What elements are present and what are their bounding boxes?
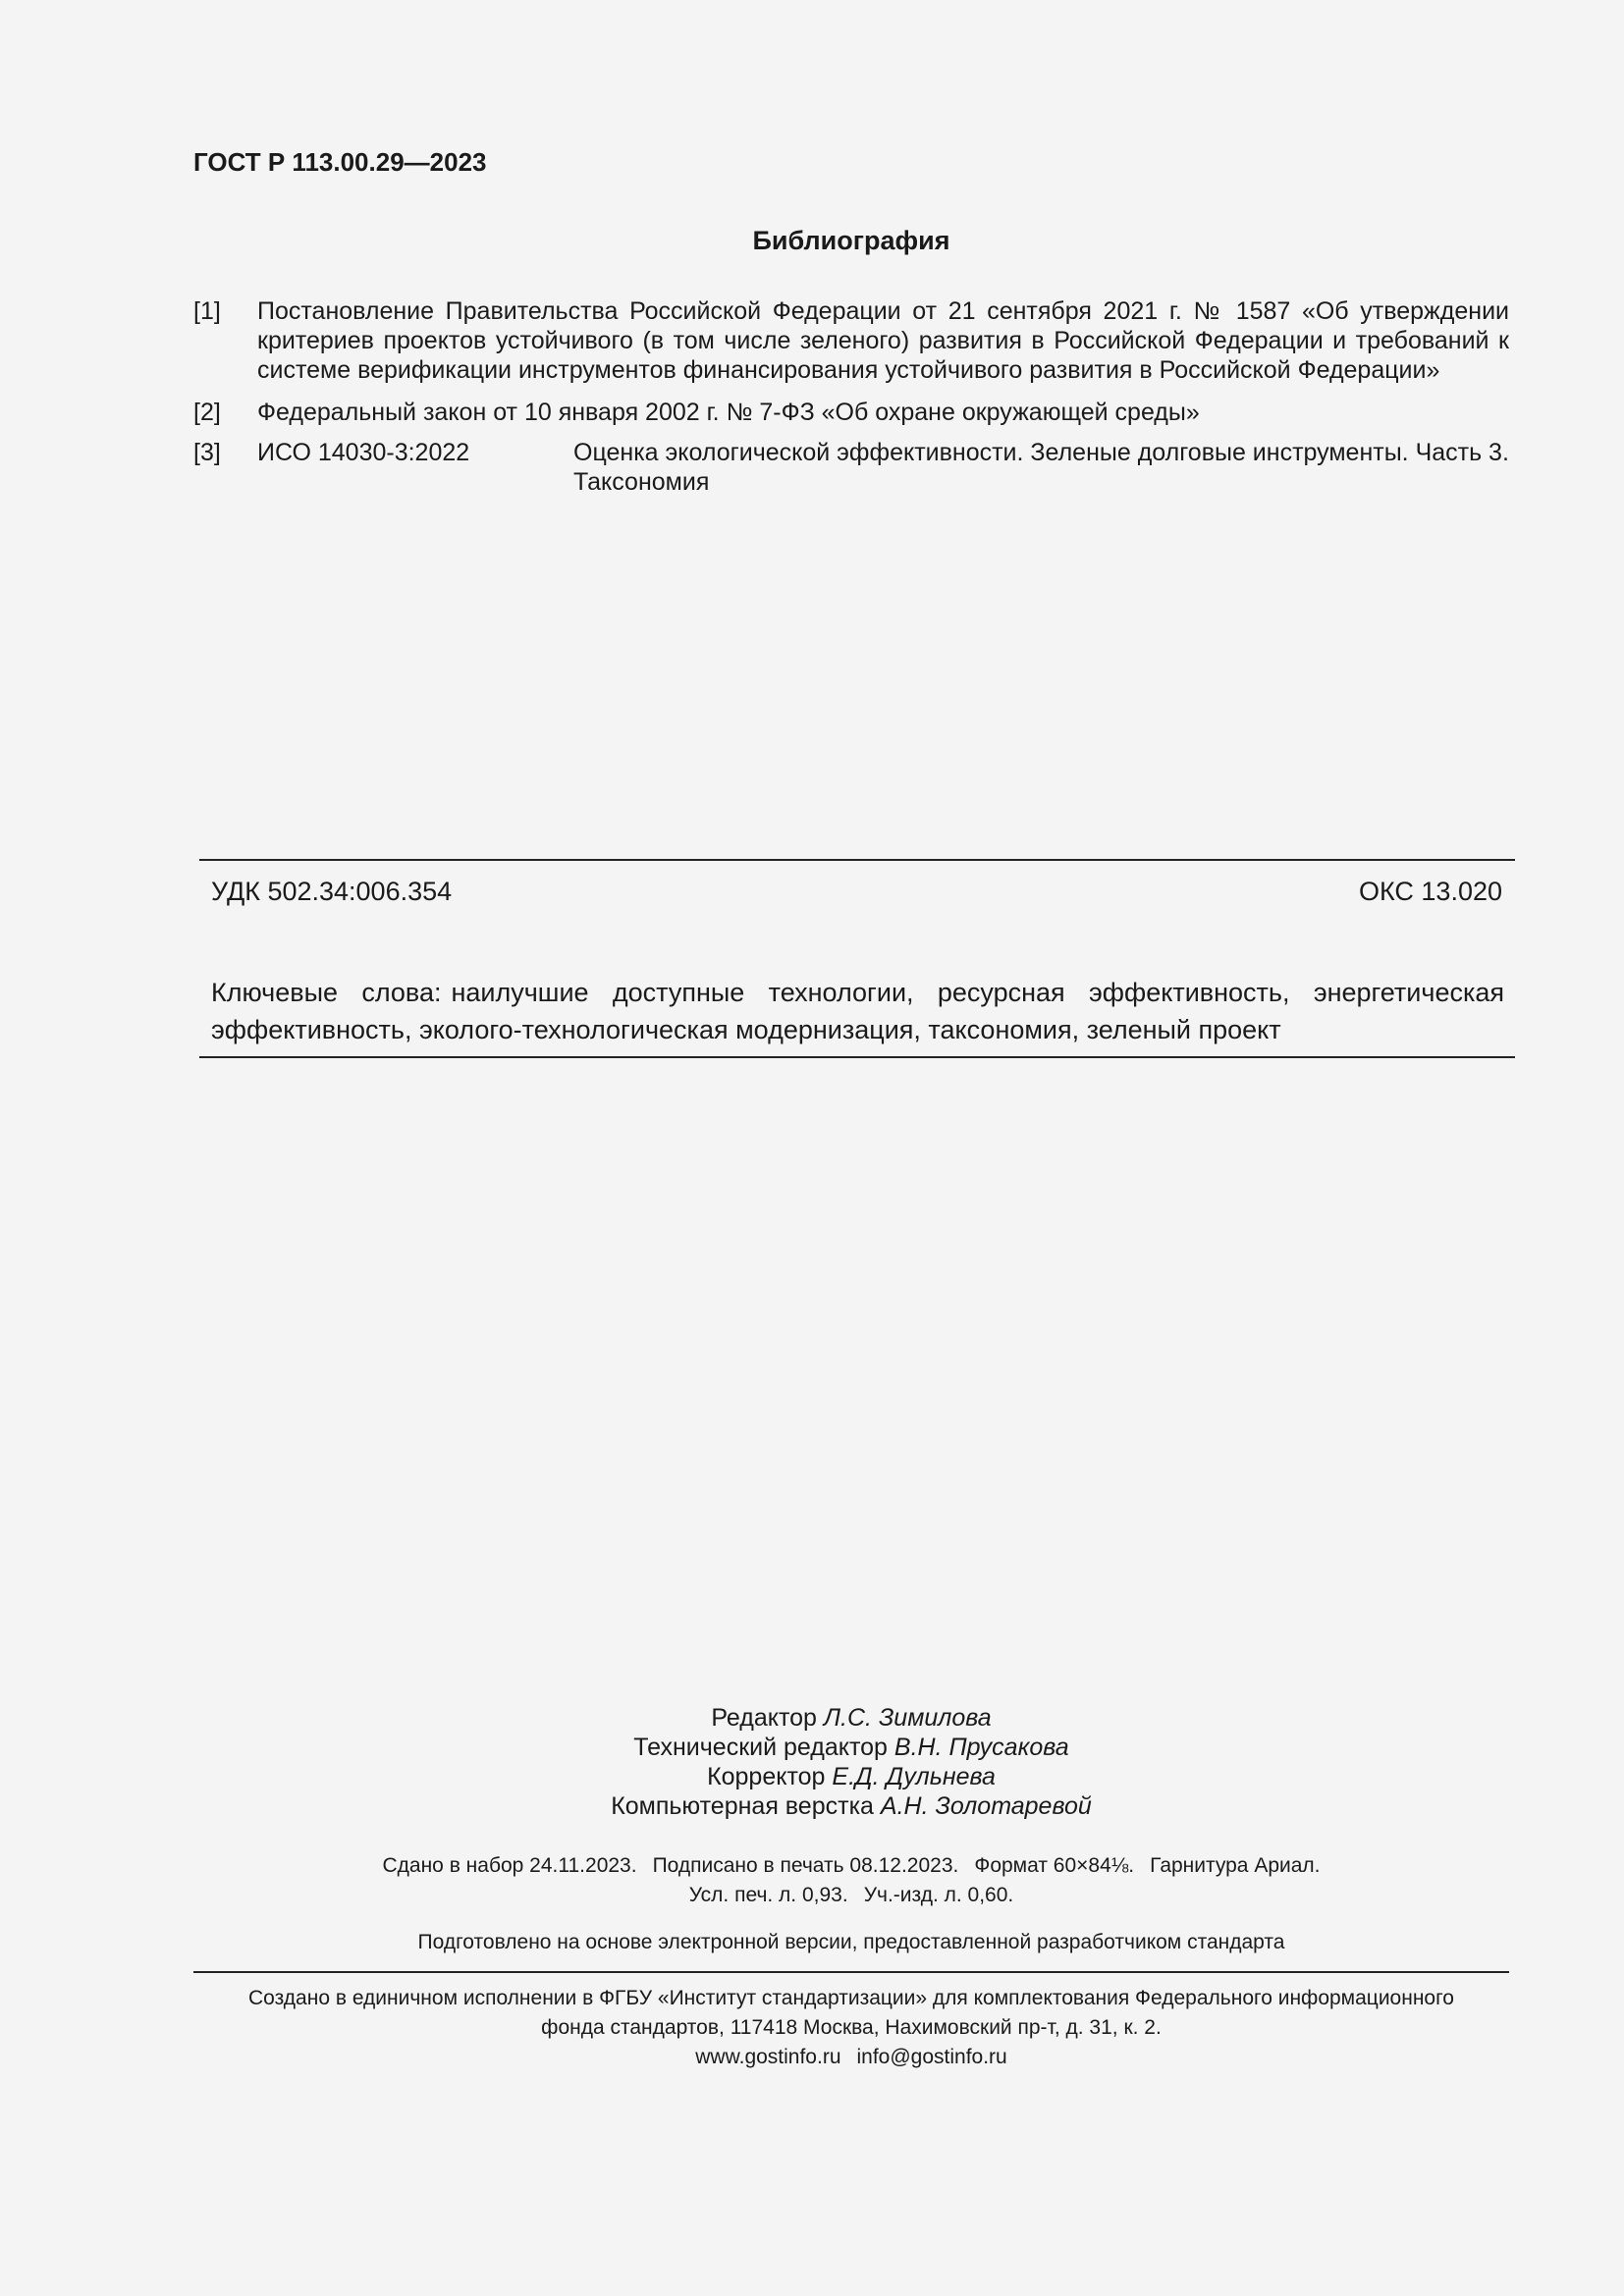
imprint-format: Формат 60×84⅛. bbox=[974, 1854, 1135, 1877]
footer-contacts bbox=[193, 2043, 1509, 2072]
credit-role: Корректор bbox=[707, 1763, 826, 1790]
website-link[interactable]: www.gostinfo.ru bbox=[695, 2046, 841, 2068]
imprint-submitted: Сдано в набор 24.11.2023. bbox=[382, 1854, 637, 1877]
imprint-print-sheets: Усл. печ. л. 0,93. bbox=[688, 1884, 848, 1906]
credit-role: Компьютерная верстка bbox=[611, 1792, 874, 1820]
footer-line: фонда стандартов, 117418 Москва, Нахимовский пр-т, д. 31, к. 2. bbox=[541, 2016, 1162, 2039]
keywords-block bbox=[211, 974, 1504, 1048]
credit-name: Е.Д. Дульнева bbox=[832, 1763, 996, 1790]
credit-role: Технический редактор bbox=[633, 1734, 888, 1761]
credit-role: Редактор bbox=[711, 1704, 817, 1732]
bibliography-entry-number: [2] bbox=[193, 399, 221, 426]
keywords-label: Ключевые слова: bbox=[211, 978, 442, 1007]
credit-line bbox=[0, 1733, 1624, 1762]
imprint-line bbox=[0, 1851, 1624, 1881]
bibliography-entry bbox=[193, 438, 1509, 499]
credit-name: Л.С. Зимилова bbox=[823, 1704, 992, 1732]
imprint-block bbox=[0, 1851, 1624, 1910]
credits-block bbox=[0, 1703, 1624, 1821]
footer-rule bbox=[193, 1971, 1509, 1973]
credit-line bbox=[0, 1762, 1624, 1791]
publisher-footer bbox=[193, 1984, 1509, 2072]
classification-bottom-rule bbox=[199, 1056, 1515, 1058]
credit-line bbox=[0, 1791, 1624, 1821]
oks-code: ОКС 13.020 bbox=[1358, 877, 1502, 906]
bibliography-entry-number: [1] bbox=[193, 297, 221, 325]
keywords-text: наилучшие доступные технологии, ресурсная эффективность, энергетическая эффективность, эколого-технологическая модернизация, таксономия, зеленый проект bbox=[211, 978, 1504, 1044]
bibliography-entry-text: Оценка экологической эффективности. Зеленые долговые инструменты. Часть 3. Таксономия bbox=[573, 439, 1509, 496]
bibliography-entry-code: ИСО 14030-3:2022 bbox=[257, 439, 470, 466]
imprint-signed: Подписано в печать 08.12.2023. bbox=[652, 1854, 959, 1877]
credit-name: В.Н. Прусакова bbox=[893, 1734, 1069, 1761]
bibliography-entry-text: Федеральный закон от 10 января 2002 г. № 7-ФЗ «Об охране окружающей среды» bbox=[257, 399, 1200, 426]
footer-line: Создано в единичном исполнении в ФГБУ «Институт стандартизации» для комплектования Федерального информационного bbox=[248, 1987, 1454, 2009]
imprint-typeface: Гарнитура Ариал. bbox=[1150, 1854, 1321, 1877]
bibliography-entry bbox=[193, 398, 1509, 427]
prepared-note: Подготовлено на основе электронной версии, предоставленной разработчиком стандарта bbox=[417, 1931, 1285, 1953]
imprint-line bbox=[0, 1881, 1624, 1910]
credit-name: А.Н. Золотаревой bbox=[880, 1792, 1092, 1820]
credit-line bbox=[0, 1703, 1624, 1733]
bibliography-title: Библиография bbox=[752, 226, 950, 255]
classification-top-rule bbox=[199, 859, 1515, 861]
imprint-publ-sheets: Уч.-изд. л. 0,60. bbox=[863, 1884, 1014, 1906]
document-number-header: ГОСТ Р 113.00.29—2023 bbox=[193, 147, 487, 177]
email-link[interactable]: info@gostinfo.ru bbox=[856, 2046, 1007, 2068]
udk-code: УДК 502.34:006.354 bbox=[211, 877, 453, 906]
bibliography-entry-text: Постановление Правительства Российской Федерации от 21 сентября 2021 г. № 1587 «Об утверждении критериев проектов устойчивого (в том числе зеленого) развития в Российской Федерации и требований к системе верификации инструментов финансирования устойчивого развития в Российской Федерации» bbox=[257, 297, 1509, 384]
bibliography-entry bbox=[193, 296, 1509, 390]
bibliography-entry-number: [3] bbox=[193, 439, 221, 466]
